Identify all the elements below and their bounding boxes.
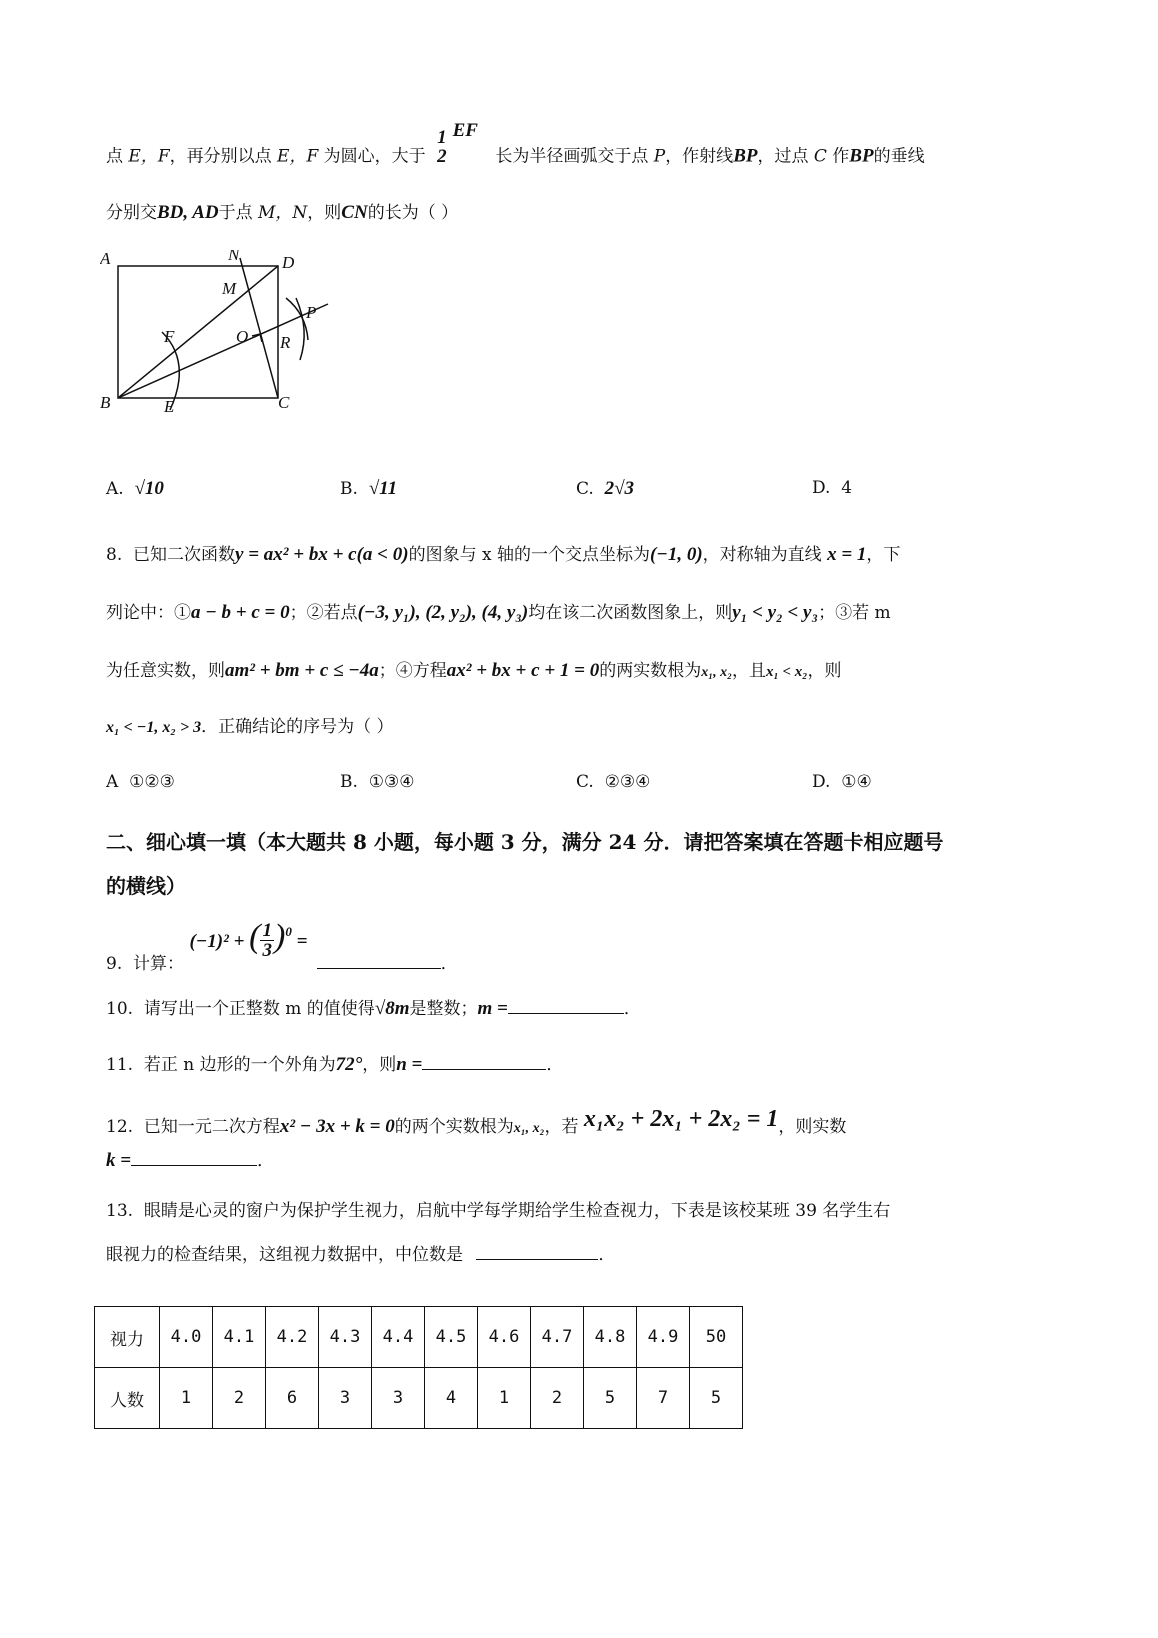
q11-angle: 72° bbox=[335, 1054, 363, 1075]
q7-text: 为圆心，大于 bbox=[318, 146, 426, 167]
q8-text: 均在该二次函数图象上，则 bbox=[528, 603, 733, 623]
q12-end: ． bbox=[257, 1151, 275, 1171]
table-cell: 3 bbox=[319, 1368, 372, 1429]
label-a: A bbox=[100, 250, 111, 268]
q11-line bbox=[106, 1050, 563, 1076]
label-n: N bbox=[228, 250, 240, 264]
table-cell: 4.1 bbox=[213, 1307, 266, 1368]
option-value: ①③④ bbox=[368, 772, 415, 792]
option-value: ①②③ bbox=[129, 772, 175, 792]
q7-text: 分别交 bbox=[106, 203, 157, 223]
q7-ef2: E，F bbox=[277, 146, 319, 167]
q7-option-a[interactable] bbox=[106, 478, 164, 500]
table-cell: 6 bbox=[266, 1368, 319, 1429]
q8-text: ；④方程 bbox=[378, 661, 447, 681]
q8-option-d[interactable] bbox=[812, 772, 872, 792]
q8-option-c[interactable] bbox=[576, 772, 650, 792]
table-header-cell: 视力 bbox=[95, 1307, 160, 1368]
q12-equation: x² − 3x + k = 0 bbox=[279, 1116, 395, 1137]
q8-option-a[interactable] bbox=[106, 772, 175, 792]
q8-option-b[interactable] bbox=[340, 772, 414, 792]
q7-mn: M，N bbox=[258, 203, 308, 223]
q7-frac-den: 2 bbox=[437, 146, 447, 167]
q11-number: 11. bbox=[106, 1055, 134, 1075]
label-m: M bbox=[222, 279, 237, 298]
table-cell: 4.6 bbox=[478, 1307, 531, 1368]
q9-text: 计算： bbox=[133, 954, 185, 974]
q11-text: ，则 bbox=[362, 1055, 397, 1075]
option-letter: C. bbox=[576, 772, 594, 792]
q8-point: (−1, 0) bbox=[649, 544, 703, 565]
q13-number: 13. bbox=[106, 1201, 134, 1221]
label-b: B bbox=[100, 393, 111, 412]
q9-paren-open: ( bbox=[249, 918, 261, 955]
q8-root-inequality: x₁ < x₂ bbox=[765, 664, 808, 680]
table-cell: 4.4 bbox=[372, 1307, 425, 1368]
option-value: 4 bbox=[841, 478, 853, 498]
q8-text: ；③若 m bbox=[818, 603, 891, 623]
q8-text: ，则 bbox=[807, 661, 842, 681]
table-cell: 2 bbox=[531, 1368, 584, 1429]
q9-frac-den: 3 bbox=[262, 940, 272, 961]
geometry-figure bbox=[100, 250, 350, 440]
q12-text: 已知一元二次方程 bbox=[143, 1117, 280, 1137]
option-letter: D. bbox=[812, 478, 831, 498]
q8-function: y = ax² + bx + c(a < 0) bbox=[235, 544, 409, 565]
q12-condition: x₁x₂ + 2x₁ + 2x₂ = 1 bbox=[583, 1106, 779, 1132]
q13-text: 眼睛是心灵的窗户为保护学生视力，启航中学每学期给学生检查视力，下表是该校某班 39 名学生右 bbox=[143, 1201, 891, 1221]
option-value: ②③④ bbox=[604, 772, 651, 792]
label-p: P bbox=[306, 303, 317, 322]
q8-text: ．正确结论的序号为（ ） bbox=[201, 717, 394, 737]
q12-line1 bbox=[106, 1106, 847, 1139]
q7-line1 bbox=[106, 119, 925, 176]
q12-text: ，则实数 bbox=[778, 1117, 847, 1137]
q8-axis: x = 1 bbox=[827, 544, 867, 565]
q8-points: (−3, y₁), (2, y₂), (4, y₃) bbox=[357, 602, 529, 623]
q8-line1 bbox=[106, 540, 900, 566]
q8-text: 列论中：① bbox=[106, 603, 191, 623]
table-header-cell: 人数 bbox=[95, 1368, 160, 1429]
q8-text: 为任意实数，则 bbox=[106, 661, 225, 681]
q10-line bbox=[106, 994, 641, 1020]
table-cell: 4.7 bbox=[531, 1307, 584, 1368]
q8-text: 已知二次函数 bbox=[133, 545, 236, 565]
q10-end: ． bbox=[623, 999, 641, 1019]
q8-line4 bbox=[106, 712, 394, 737]
q9-exponent: 0 bbox=[285, 924, 292, 940]
q7-frac-num: 1 bbox=[437, 127, 447, 148]
q13-text: 眼视力的检查结果，这组视力数据中，中位数是 bbox=[106, 1245, 463, 1265]
option-letter: B. bbox=[340, 772, 358, 792]
q7-frac-var: EF bbox=[452, 119, 478, 141]
q13-line1 bbox=[106, 1196, 890, 1221]
option-letter: A. bbox=[106, 479, 124, 499]
q7-text: ，再分别以点 bbox=[169, 146, 278, 167]
q11-variable: n = bbox=[396, 1054, 423, 1075]
q8-conclusion4: x₁ < −1, x₂ > 3 bbox=[106, 719, 202, 736]
q8-statement1: a − b + c = 0 bbox=[191, 602, 290, 623]
q10-sqrt: √8m bbox=[374, 998, 410, 1019]
table-row bbox=[95, 1307, 743, 1368]
q9-frac-num: 1 bbox=[262, 920, 272, 941]
option-letter: B. bbox=[340, 479, 358, 499]
q12-text: ，若 bbox=[544, 1117, 579, 1137]
q9-equals: = bbox=[291, 931, 308, 952]
option-value: √11 bbox=[368, 478, 398, 499]
option-letter: D. bbox=[812, 772, 831, 792]
q7-ef1: E，F bbox=[128, 146, 170, 167]
section2-heading-line1: 二、细心填一填（本大题共 8 小题，每小题 3 分，满分 24 分．请把答案填在答题卡相应题号 bbox=[106, 830, 944, 854]
q7-option-d[interactable] bbox=[812, 478, 852, 498]
q7-text: 的长为（ ） bbox=[367, 203, 459, 223]
option-letter: A bbox=[106, 772, 119, 792]
label-f: F bbox=[164, 327, 175, 346]
q7-text: ，则 bbox=[307, 203, 342, 223]
q9-expression: (−1)² + bbox=[189, 931, 250, 952]
option-letter: C. bbox=[576, 479, 594, 499]
q13-line2 bbox=[106, 1240, 615, 1265]
q9-answer-blank[interactable] bbox=[317, 967, 441, 969]
option-value: 2√3 bbox=[604, 478, 635, 499]
table-cell: 4.3 bbox=[319, 1307, 372, 1368]
table-cell: 2 bbox=[213, 1368, 266, 1429]
q10-variable: m = bbox=[477, 998, 508, 1019]
q8-text: 的两实数根为 bbox=[599, 661, 702, 681]
label-c: C bbox=[278, 393, 290, 412]
table-cell: 4.9 bbox=[637, 1307, 690, 1368]
table-cell: 5 bbox=[584, 1368, 637, 1429]
q10-number: 10. bbox=[106, 999, 134, 1019]
q13-end: ． bbox=[598, 1245, 616, 1265]
q13-answer-blank[interactable] bbox=[476, 1258, 598, 1260]
q10-answer-blank[interactable] bbox=[508, 1012, 624, 1014]
q12-variable: k = bbox=[106, 1150, 132, 1171]
table-cell: 4.0 bbox=[160, 1307, 213, 1368]
q12-text: 的两个实数根为 bbox=[394, 1117, 514, 1137]
q10-text: 请写出一个正整数 m 的值使得 bbox=[143, 999, 375, 1019]
table-cell: 5 bbox=[690, 1368, 743, 1429]
ray-bp bbox=[118, 304, 328, 398]
q8-text: ；②若点 bbox=[289, 603, 358, 623]
q12-number: 12. bbox=[106, 1117, 134, 1137]
q9-number: 9. bbox=[106, 954, 123, 974]
q7-text: 的垂线 bbox=[873, 146, 925, 167]
q9-paren-close: ) bbox=[273, 918, 286, 955]
q10-text: 是整数； bbox=[409, 999, 478, 1019]
q11-text: 若正 n 边形的一个外角为 bbox=[143, 1055, 336, 1075]
q7-cn: CN bbox=[341, 202, 368, 223]
q8-inequality: y₁ < y₂ < y₃ bbox=[732, 602, 819, 623]
q7-bdad: BD, AD bbox=[157, 202, 219, 223]
q7-line2 bbox=[106, 198, 458, 224]
q12-roots: x₁, x₂ bbox=[513, 1121, 545, 1136]
table-cell: 7 bbox=[637, 1368, 690, 1429]
q11-end: ． bbox=[546, 1055, 564, 1075]
label-o: O bbox=[236, 327, 249, 346]
q8-text: ，下 bbox=[866, 545, 901, 565]
label-e: E bbox=[164, 397, 175, 416]
q12-answer-blank[interactable] bbox=[131, 1164, 257, 1166]
q7-text: ，过点 bbox=[757, 146, 814, 167]
q7-text: ，作射线 bbox=[665, 146, 734, 167]
table-cell: 50 bbox=[690, 1307, 743, 1368]
q8-line3 bbox=[106, 656, 842, 682]
table-cell: 4.8 bbox=[584, 1307, 637, 1368]
q12-line2 bbox=[106, 1146, 274, 1172]
q7-p: P bbox=[653, 146, 666, 167]
q7-text: 作 bbox=[826, 146, 850, 167]
option-value: ①④ bbox=[841, 772, 872, 792]
table-cell: 4 bbox=[425, 1368, 478, 1429]
table-cell: 3 bbox=[372, 1368, 425, 1429]
q8-statement3: am² + bm + c ≤ −4a bbox=[225, 660, 379, 681]
q8-number: 8. bbox=[106, 545, 123, 565]
table-cell: 4.5 bbox=[425, 1307, 478, 1368]
q7-text: 点 bbox=[106, 146, 129, 167]
q7-bp: BP bbox=[733, 145, 758, 167]
table-cell: 1 bbox=[478, 1368, 531, 1429]
diagonal-bd bbox=[118, 266, 278, 398]
q8-equation4: ax² + bx + c + 1 = 0 bbox=[446, 660, 600, 681]
option-value: √10 bbox=[134, 478, 164, 499]
label-r: R bbox=[280, 333, 291, 352]
q11-answer-blank[interactable] bbox=[422, 1068, 546, 1070]
q7-bp: BP bbox=[849, 145, 874, 167]
q7-fraction bbox=[435, 128, 449, 166]
q9-end: ． bbox=[440, 954, 458, 974]
arc-p1 bbox=[296, 298, 304, 360]
q7-c: C bbox=[813, 146, 827, 167]
q7-text: 于点 bbox=[218, 203, 258, 223]
q7-option-b[interactable] bbox=[340, 478, 397, 500]
q7-option-c[interactable] bbox=[576, 478, 634, 500]
q9-line bbox=[106, 918, 458, 984]
q8-text: ，对称轴为直线 bbox=[702, 545, 822, 565]
q8-roots: x₁, x₂ bbox=[701, 665, 732, 680]
table-cell: 4.2 bbox=[266, 1307, 319, 1368]
q8-text: 的图象与 x 轴的一个交点坐标为 bbox=[408, 545, 650, 565]
q8-line2 bbox=[106, 598, 891, 624]
table-cell: 1 bbox=[160, 1368, 213, 1429]
vision-table bbox=[94, 1306, 743, 1429]
table-row bbox=[95, 1368, 743, 1429]
label-d: D bbox=[282, 253, 295, 272]
q8-text: ，且 bbox=[731, 661, 766, 681]
q9-fraction bbox=[260, 921, 274, 960]
q7-text: 长为半径画弧交于点 bbox=[495, 146, 654, 167]
section2-heading-line2: 的横线） bbox=[106, 874, 186, 898]
